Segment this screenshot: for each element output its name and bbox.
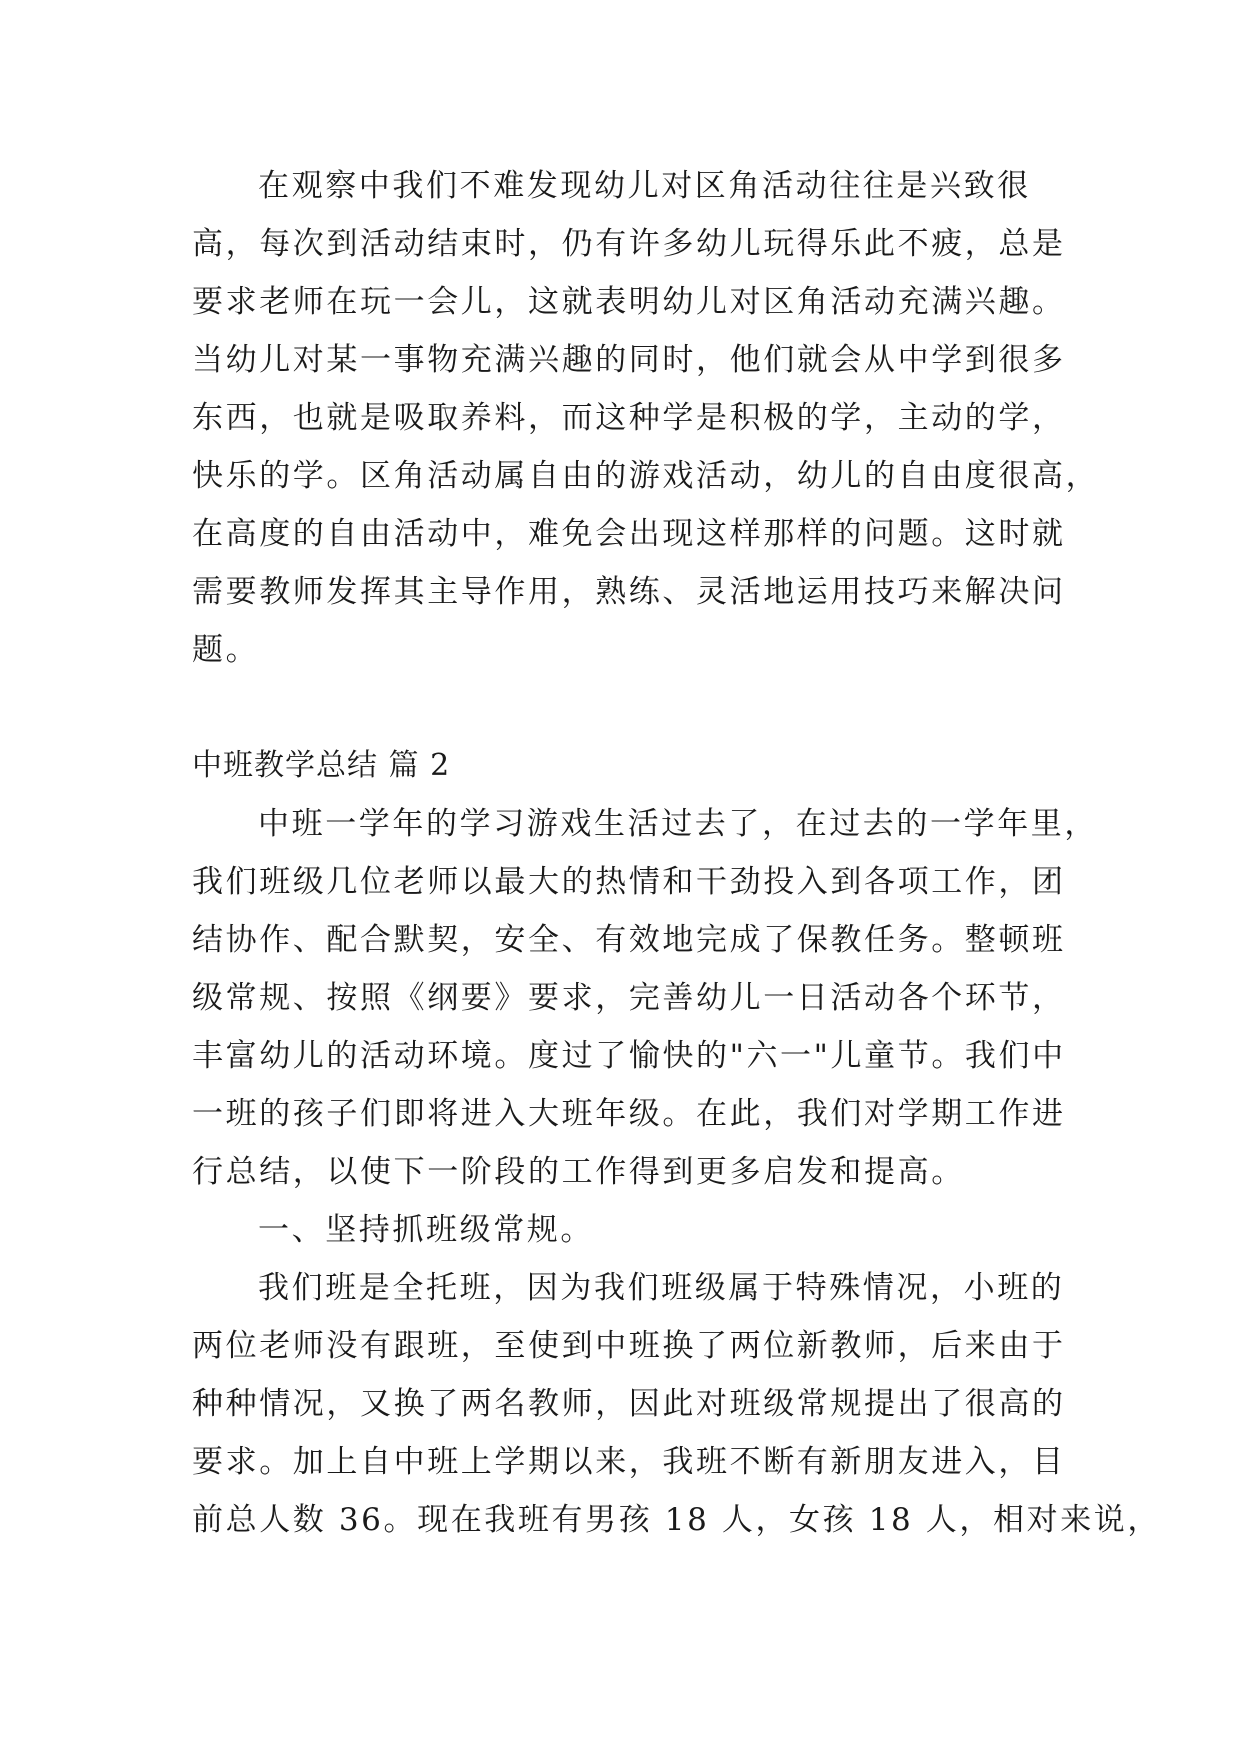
paragraph-line: 当幼儿对某一事物充满兴趣的同时，他们就会从中学到很多 bbox=[192, 342, 1066, 378]
paragraph-line: 两位老师没有跟班，至使到中班换了两位新教师，后来由于 bbox=[192, 1328, 1066, 1364]
subsection-heading: 一、坚持抓班级常规。 bbox=[258, 1212, 594, 1248]
paragraph-line: 题。 bbox=[192, 632, 260, 668]
paragraph-line: 丰富幼儿的活动环境。度过了愉快的"六一"儿童节。我们中 bbox=[192, 1038, 1066, 1074]
paragraph-line: 种种情况，又换了两名教师，因此对班级常规提出了很高的 bbox=[192, 1386, 1066, 1422]
paragraph-line: 要求。加上自中班上学期以来，我班不断有新朋友进入，目 bbox=[192, 1444, 1066, 1480]
paragraph-line: 高，每次到活动结束时，仍有许多幼儿玩得乐此不疲，总是 bbox=[192, 226, 1066, 262]
section-heading: 中班教学总结 篇 2 bbox=[192, 748, 451, 783]
paragraph-line: 我们班是全托班，因为我们班级属于特殊情况，小班的 bbox=[258, 1270, 1065, 1306]
paragraph-line: 需要教师发挥其主导作用，熟练、灵活地运用技巧来解决问 bbox=[192, 574, 1066, 610]
paragraph-line: 一班的孩子们即将进入大班年级。在此，我们对学期工作进 bbox=[192, 1096, 1066, 1132]
paragraph-line: 结协作、配合默契，安全、有效地完成了保教任务。整顿班 bbox=[192, 922, 1066, 958]
paragraph-line: 在高度的自由活动中，难免会出现这样那样的问题。这时就 bbox=[192, 516, 1066, 552]
paragraph-line: 在观察中我们不难发现幼儿对区角活动往往是兴致很 bbox=[258, 168, 1031, 204]
paragraph-line: 要求老师在玩一会儿，这就表明幼儿对区角活动充满兴趣。 bbox=[192, 284, 1066, 320]
paragraph-line: 东西，也就是吸取养料，而这种学是积极的学，主动的学， bbox=[192, 400, 1066, 436]
paragraph-line: 快乐的学。区角活动属自由的游戏活动，幼儿的自由度很高， bbox=[192, 458, 1100, 494]
paragraph-line: 行总结，以使下一阶段的工作得到更多启发和提高。 bbox=[192, 1154, 965, 1190]
paragraph-line: 中班一学年的学习游戏生活过去了，在过去的一学年里， bbox=[258, 806, 1098, 842]
paragraph-line: 前总人数 36。现在我班有男孩 18 人，女孩 18 人，相对来说， bbox=[192, 1502, 1162, 1538]
paragraph-line: 级常规、按照《纲要》要求，完善幼儿一日活动各个环节， bbox=[192, 980, 1066, 1016]
paragraph-line: 我们班级几位老师以最大的热情和干劲投入到各项工作，团 bbox=[192, 864, 1066, 900]
